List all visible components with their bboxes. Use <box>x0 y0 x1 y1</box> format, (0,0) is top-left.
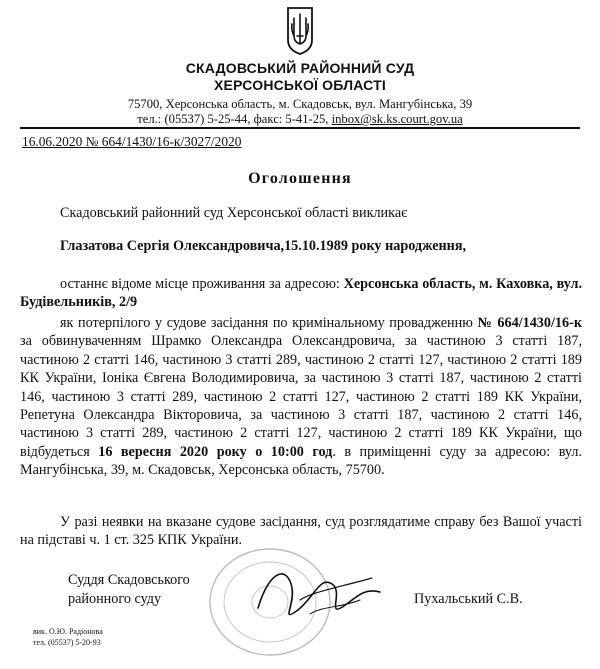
address-prefix: останнє відоме місце проживання за адресою: <box>60 276 344 292</box>
judge-position-line2: районного суду <box>68 591 162 607</box>
case-text-a: як потерпілого у судове засідання по кримінальному провадженню <box>60 315 478 331</box>
registration-number-label: № <box>85 134 99 149</box>
address-paragraph <box>20 275 582 312</box>
court-contacts <box>0 112 600 127</box>
case-number: № 664/1430/16-к <box>477 315 583 331</box>
case-text-b: за обвинуваченням Шрамко Олександра Олександровича, за частиною 3 статті 187, частиною 2 статті 146, частиною 3 статті 289, частиною 2 статті 127, частиною 2 статті 189 КК України, Іоніка Євгена Володимировича, за частиною 3 статті 187, частиною 2 статті 146, частиною 3 статті 289, частиною 2 статті 127, частиною 2 статті 189 КК України, Репетуна Олександра Вікторовича, за частиною 3 статті 187, частиною 2 статті 146, частиною 3 статті 289, частиною 2 статті 127, частиною 2 статті 189 КК України, що відбудеться <box>20 333 582 460</box>
court-email-link[interactable]: inbox@sk.ks.court.gov.ua <box>331 112 463 126</box>
intro-paragraph: Скадовський районний суд Херсонської області викликає <box>60 205 408 221</box>
executor-phone: тел. (05537) 5-20-93 <box>33 638 101 647</box>
warning-paragraph: У разі неявки на вказане судове засідання, суд розглядатиме справу без Вашої участі на підставі ч. 1 ст. 325 КПК України. <box>20 514 582 549</box>
executor-info <box>33 626 103 648</box>
header-divider <box>20 127 580 129</box>
court-address: 75700, Херсонська область, м. Скадовськ, вул. Мангубінська, 39 <box>127 97 473 111</box>
trident-emblem-icon <box>284 4 316 56</box>
judge-name: Пухальський С.В. <box>414 591 523 607</box>
court-name-line2: ХЕРСОНСЬКОЇ ОБЛАСТІ <box>214 77 386 93</box>
contacts-phone-fax: тел.: (05537) 5-25-44, факс: 5-41-25, <box>137 112 332 126</box>
hearing-datetime: 16 вересня 2020 року о 10:00 год <box>98 443 333 460</box>
registration-line <box>22 134 241 150</box>
handwritten-signature-icon <box>240 548 390 648</box>
registration-number: 664/1430/16-к/3027/2020 <box>101 134 242 149</box>
address-value: Херсонська область, м. Каховка, вул. Будівельників, 2/9 <box>20 276 583 311</box>
case-paragraph <box>20 314 582 480</box>
executor-name: вик. О.Ю. Радіонова <box>33 627 103 636</box>
judge-position-line1: Суддя Скадовського <box>68 572 190 588</box>
court-name-line1: СКАДОВСЬКИЙ РАЙОННИЙ СУД <box>185 60 415 76</box>
summoned-person: Глазатова Сергія Олександровича,15.10.1989 року народження, <box>60 238 467 254</box>
registration-date: 16.06.2020 <box>22 134 83 149</box>
document-title: Оголошення <box>248 170 352 187</box>
case-text-c: . в приміщенні суду за адресою: вул. Мангубінська, 39, м. Скадовськ, Херсонська область, 75700. <box>20 443 583 479</box>
